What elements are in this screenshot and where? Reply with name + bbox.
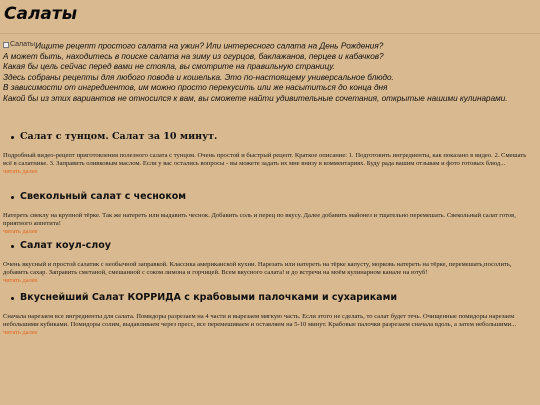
intro-line-2: А может быть, находитесь в поиске салата на зиму из огурцов, баклажанов, перцев и кабачков? <box>3 51 384 61</box>
intro-image-alt: Салаты <box>10 41 36 48</box>
bullet-icon <box>11 136 14 139</box>
post-title-text[interactable]: Салат коул-слоу <box>20 240 111 251</box>
post-excerpt: Подробный видео-рецепт приготовления полезного салата с тунцом. Очень простой и быстрый рецепт. Краткое описание: 1. Подготовить ингредиенты, как показано в видео. 2. Смешать всё в салатнике. 3. Заправить оливковым маслом. Если у вас остались вопросы - вы можете задать их мне внизу в комментариях. Буду рада вашим отзывам и фото готовых блюд... <box>3 152 527 167</box>
post-excerpt: Очень вкусный и простой салатик с необычной заправкой. Классика американской кухни. Нарезать или натереть на тёрке капусту, морковь натереть на тёрке, перемешать,посолить, добавить сахар. Заправить сметаной, смешанной с соком лимона и горчицей. Всем вкусного салата! и до встречи на моём кулинарном канале на ютуб! <box>3 261 512 276</box>
post-excerpt: Натереть свеклу на крупной тёрке. Так же натереть или выдавить чеснок. Добавить соль и перец по вкусу. Далее добавить майонез и тщательно перемешать. Свекольный салат готов, приятного аппетита! <box>3 212 516 227</box>
post-excerpt: Сначала нарезаем все ингредиенты для салата. Помидоры разрезаем на 4 части и вырезаем мягкую часть. Если этого не сделать, то салат будет течь. Очищенные помидоры нарезаем небольшими кубиками. Помидоры солим, выдавливаем через пресс, все перемешиваем и оставляем на 5-10 минут. Крабовые палочки разрезаем сначала вдоль, а затем небольшими... <box>3 313 517 328</box>
post-item <box>3 191 535 236</box>
intro-line-5: В зависимости от ингредиентов, им можно просто перекусить или же насытиться до конца дня <box>3 83 388 93</box>
post-title[interactable] <box>11 240 535 252</box>
site-title: Салаты <box>4 4 78 24</box>
post-item <box>3 131 535 176</box>
intro-line-text-1: Ищите рецепт простого салата на ужин? Или интересного салата на День Рождения? <box>35 41 384 51</box>
post-title-text[interactable]: Салат с тунцом. Салат за 10 минут. <box>20 131 218 142</box>
post-title-text[interactable]: Вкуснейший Салат КОРРИДА с крабовыми палочками и сухариками <box>20 292 398 303</box>
read-more-link[interactable]: читать далее <box>3 168 38 175</box>
post-title[interactable] <box>11 131 535 143</box>
post-item <box>3 240 535 285</box>
post-title[interactable] <box>11 191 535 203</box>
intro-block <box>3 40 533 104</box>
intro-line-3: Какая бы цель сейчас перед вами не стояла, вы смотрите на правильную страницу. <box>3 62 336 72</box>
broken-image-icon <box>3 40 35 51</box>
post-title-text[interactable]: Свекольный салат с чесноком <box>20 191 187 202</box>
bullet-icon <box>11 196 14 199</box>
read-more-link[interactable]: читать далее <box>3 228 38 235</box>
intro-line-1 <box>3 40 533 52</box>
intro-line-4: Здесь собраны рецепты для любого повода и кошелька. Это по-настоящему универсальное блюдо. <box>3 72 394 82</box>
header-divider <box>0 33 540 34</box>
post-item <box>3 292 535 337</box>
bullet-icon <box>11 297 14 300</box>
read-more-link[interactable]: читать далее <box>3 329 38 336</box>
intro-line-6: Какой бы из этих вариантов не относился к вам, вы сможете найти удивительные сочетания, открытые нашими кулинарами. <box>3 93 508 103</box>
post-title[interactable] <box>11 292 535 304</box>
read-more-link[interactable]: читать далее <box>3 277 38 284</box>
bullet-icon <box>11 245 14 248</box>
